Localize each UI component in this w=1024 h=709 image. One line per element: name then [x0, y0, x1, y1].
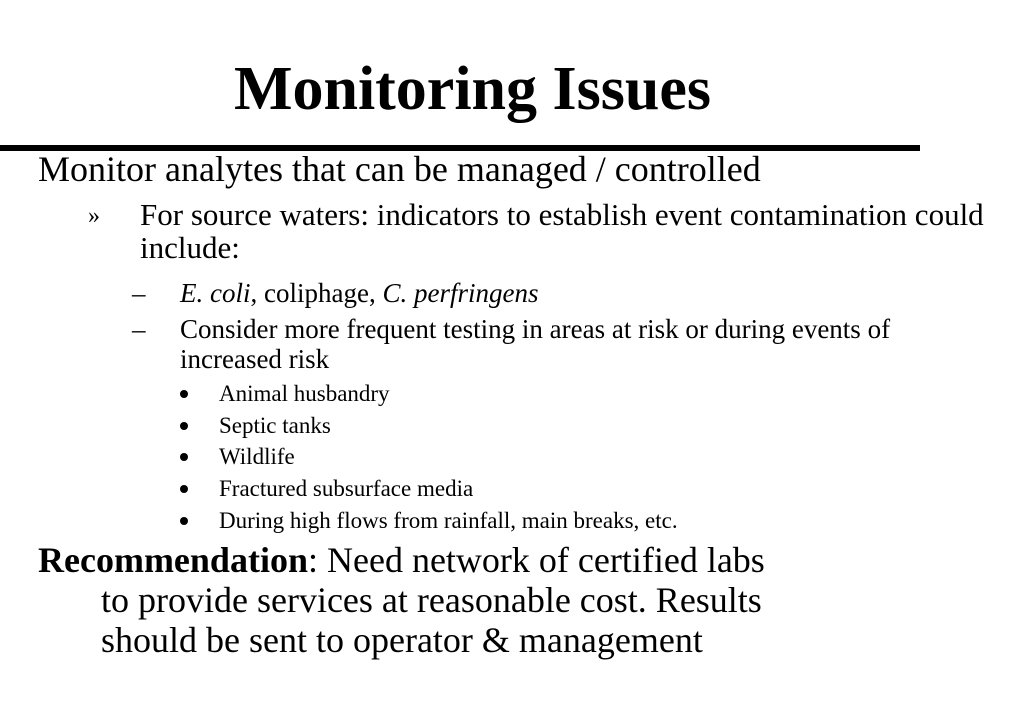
- recommendation-text-1: Need network of certified labs: [317, 540, 765, 580]
- bullet-dot-icon: [180, 453, 188, 461]
- recommendation-line1: [38, 540, 978, 580]
- bullet-marker-dash: –: [132, 314, 146, 344]
- bullet-dot-icon: [180, 485, 188, 493]
- bullet-dot-icon: [180, 390, 188, 398]
- bullet-testing-text: Consider more frequent testing in areas at risk or during events of increased risk: [180, 314, 891, 374]
- bullet-level2-text: For source waters: indicators to establish event contamination could include:: [140, 197, 984, 265]
- indicator-cperfringens: C. perfringens: [382, 278, 539, 308]
- indicator-coliphage: coliphage: [263, 278, 369, 308]
- list-item-text: Septic tanks: [219, 413, 331, 438]
- list-item-text: Wildlife: [219, 444, 295, 469]
- bullet-dot-icon: [180, 517, 188, 525]
- indicator-ecoli: E. coli: [180, 278, 251, 308]
- bullet-level1: Monitor analytes that can be managed / controlled: [38, 149, 761, 189]
- list-item-text: During high flows from rainfall, main breaks, etc.: [219, 508, 678, 533]
- bullet-indicators-text: [180, 278, 990, 308]
- recommendation-text-2: to provide services at reasonable cost. Results: [101, 580, 762, 620]
- separator: ,: [368, 278, 383, 308]
- list-item-text: Animal husbandry: [219, 381, 390, 406]
- list-item-text: Fractured subsurface media: [219, 476, 474, 501]
- bullet-marker-dash: –: [132, 278, 146, 308]
- recommendation: [38, 540, 978, 660]
- separator: ,: [250, 278, 264, 308]
- recommendation-colon: :: [307, 540, 318, 580]
- bullet-marker-chevron: »: [88, 203, 100, 229]
- recommendation-label: Recommendation: [38, 540, 308, 580]
- slide-title: Monitoring Issues: [233, 55, 712, 123]
- recommendation-text-3: should be sent to operator & management: [101, 620, 703, 660]
- bullet-dot-icon: [180, 422, 188, 430]
